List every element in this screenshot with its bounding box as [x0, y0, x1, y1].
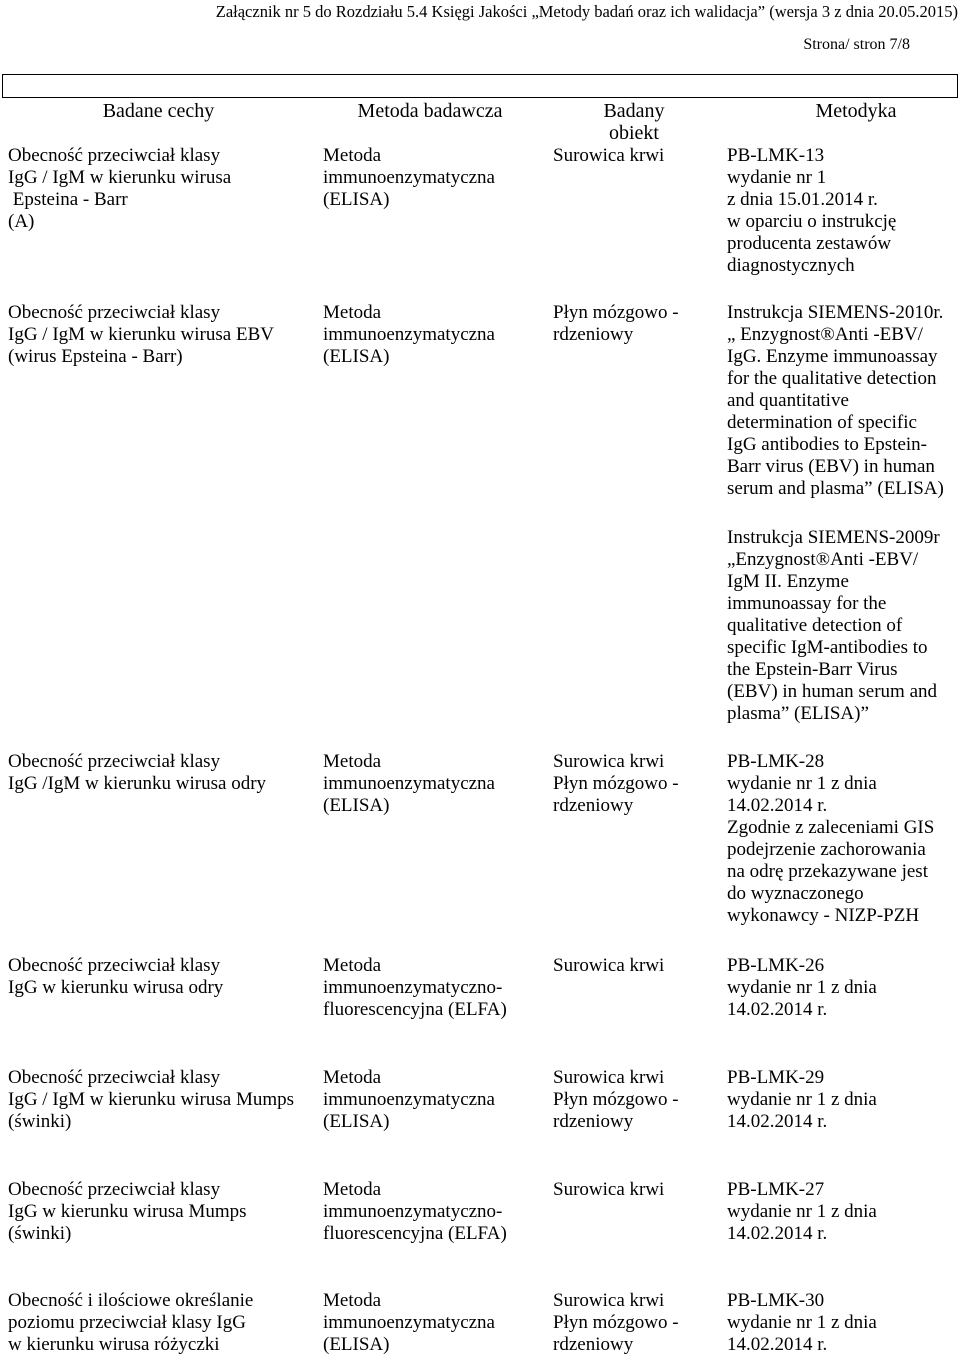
column-header-object: Badany obiekt: [603, 100, 665, 144]
table-row: [0, 1067, 960, 1132]
cell-object: Surowica krwi Płyn mózgowo - rdzeniowy: [553, 1290, 679, 1355]
table-row: [0, 751, 960, 926]
cell-method: Metoda immunoenzymatyczna (ELISA): [323, 1290, 495, 1355]
cell-feature: Obecność przeciwciał klasy IgG w kierunku wirusa odry: [8, 955, 224, 998]
cell-object: Płyn mózgowo - rdzeniowy: [553, 302, 679, 345]
cell-method: Metoda immunoenzymatyczno- fluorescencyjna (ELFA): [323, 1179, 507, 1244]
cell-object: Surowica krwi Płyn mózgowo - rdzeniowy: [553, 1067, 679, 1132]
cell-methodology: PB-LMK-29 wydanie nr 1 z dnia 14.02.2014 r.: [727, 1067, 877, 1132]
cell-method: Metoda immunoenzymatyczna (ELISA): [323, 302, 495, 367]
cell-methodology: PB-LMK-26 wydanie nr 1 z dnia 14.02.2014 r.: [727, 955, 877, 1020]
cell-method: Metoda immunoenzymatyczno- fluorescencyjna (ELFA): [323, 955, 507, 1020]
cell-object: Surowica krwi: [553, 145, 665, 166]
table-top-border: [2, 74, 958, 98]
cell-method: Metoda immunoenzymatyczna (ELISA): [323, 1067, 495, 1132]
document-header-title: Załącznik nr 5 do Rozdziału 5.4 Księgi Jakości „Metody badań oraz ich walidacja” (wersja 3 z dnia 20.05.2015): [215, 2, 958, 21]
cell-feature: Obecność przeciwciał klasy IgG / IgM w kierunku wirusa Epsteina - Barr (A): [8, 145, 232, 232]
column-header-method: Metoda badawcza: [357, 100, 503, 122]
cell-methodology-second: Instrukcja SIEMENS-2009r „Enzygnost®Anti -EBV/ IgM II. Enzyme immunoassay for the qualitative detection of specific IgM-antibodies to the Epstein-Barr Virus (EBV) in human serum and plasma” (ELISA)”: [727, 527, 940, 724]
column-header-features: Badane cechy: [102, 100, 215, 122]
cell-methodology: Instrukcja SIEMENS-2010r. „ Enzygnost®Anti -EBV/ IgG. Enzyme immunoassay for the qualitative detection and quantitative determination of specific IgG antibodies to Epstein- Barr virus (EBV) in human serum and plasma” (ELISA): [727, 302, 944, 499]
cell-object: Surowica krwi: [553, 1179, 665, 1200]
table-row: [0, 1290, 960, 1355]
cell-methodology: PB-LMK-27 wydanie nr 1 z dnia 14.02.2014 r.: [727, 1179, 877, 1244]
cell-method: Metoda immunoenzymatyczna (ELISA): [323, 145, 495, 210]
cell-methodology: PB-LMK-13 wydanie nr 1 z dnia 15.01.2014 r. w oparciu o instrukcję producenta zestawów diagnostycznych: [727, 145, 897, 276]
cell-feature: Obecność przeciwciał klasy IgG /IgM w kierunku wirusa odry: [8, 751, 267, 794]
table-row: [0, 1179, 960, 1244]
cell-feature: Obecność przeciwciał klasy IgG / IgM w kierunku wirusa EBV (wirus Epsteina - Barr): [8, 302, 274, 367]
cell-methodology: PB-LMK-30 wydanie nr 1 z dnia 14.02.2014 r.: [727, 1290, 877, 1355]
table-row: [0, 302, 960, 724]
cell-object: Surowica krwi Płyn mózgowo - rdzeniowy: [553, 751, 679, 816]
cell-object: Surowica krwi: [553, 955, 665, 976]
column-header-methodology: Metodyka: [815, 100, 897, 122]
table-row: [0, 955, 960, 1020]
cell-feature: Obecność przeciwciał klasy IgG w kierunku wirusa Mumps (świnki): [8, 1179, 247, 1244]
cell-methodology: PB-LMK-28 wydanie nr 1 z dnia 14.02.2014 r. Zgodnie z zaleceniami GIS podejrzenie zachorowania na odrę przekazywane jest do wyznaczonego wykonawcy - NIZP-PZH: [727, 751, 935, 926]
table-row: [0, 145, 960, 276]
cell-feature: Obecność i ilościowe określanie poziomu przeciwciał klasy IgG w kierunku wirusa różyczki: [8, 1290, 254, 1355]
page-number: Strona/ stron 7/8: [803, 36, 910, 53]
cell-method: Metoda immunoenzymatyczna (ELISA): [323, 751, 495, 816]
cell-feature: Obecność przeciwciał klasy IgG / IgM w kierunku wirusa Mumps (świnki): [8, 1067, 295, 1132]
